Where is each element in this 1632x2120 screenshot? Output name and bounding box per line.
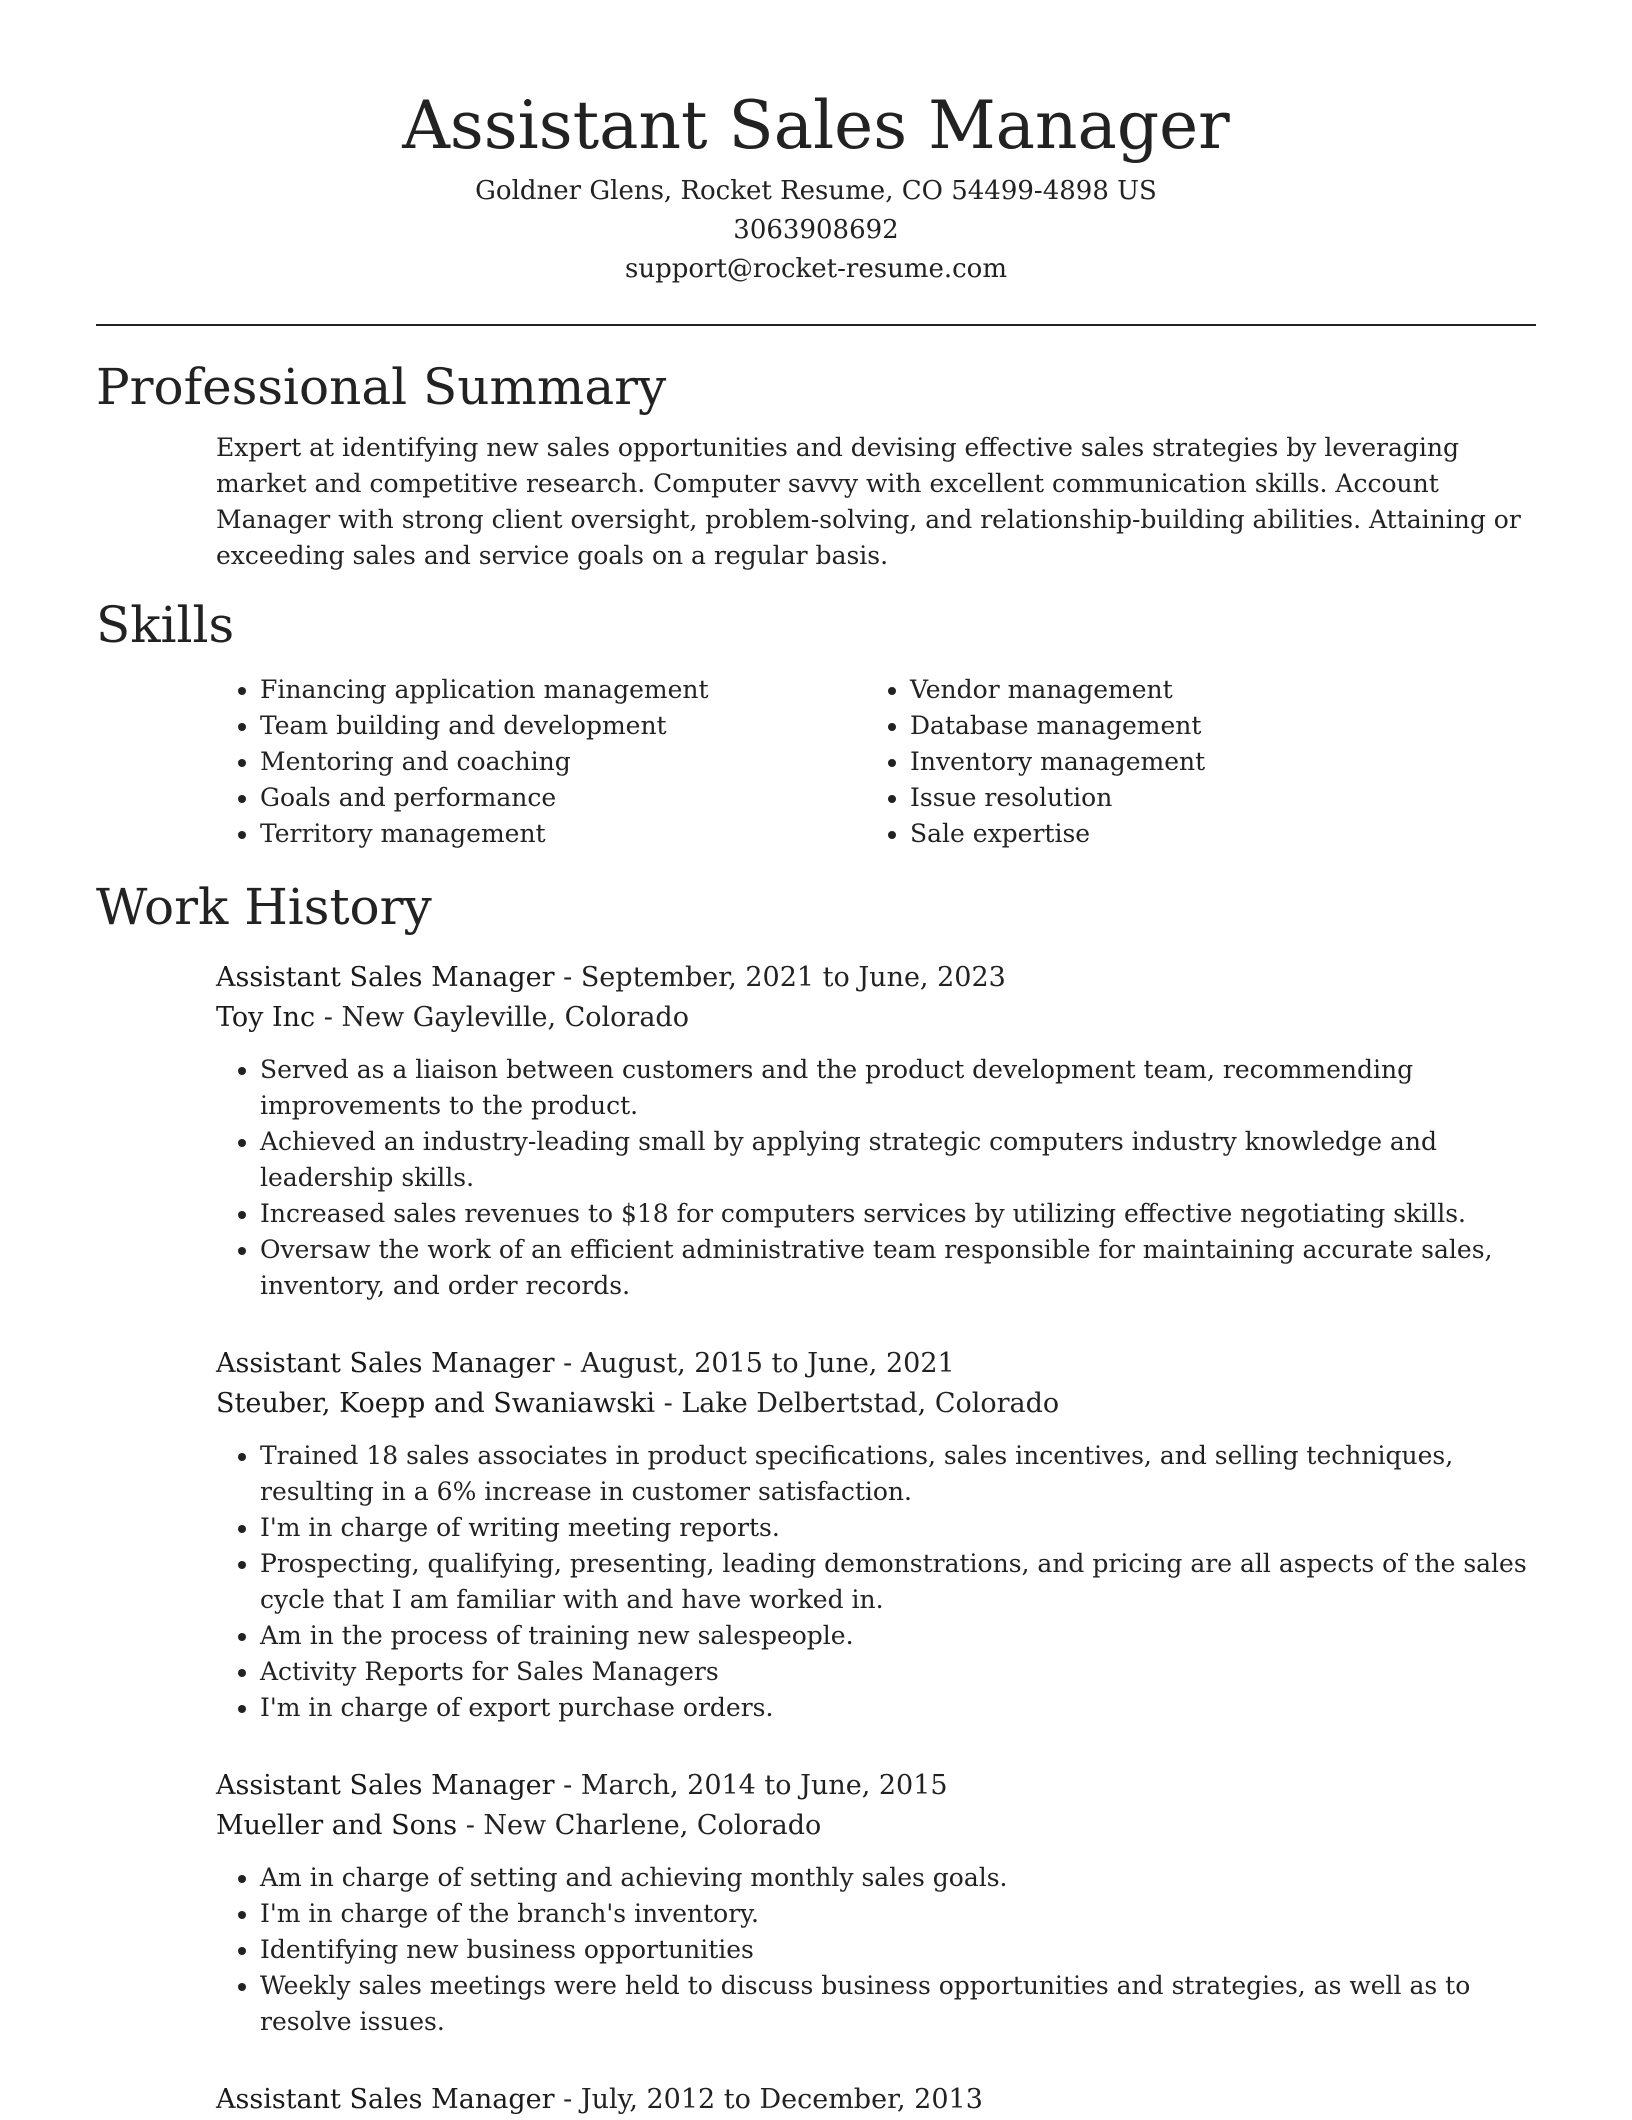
skills-grid — [216, 672, 1536, 852]
job-bullet: • Am in charge of setting and achieving monthly sales goals. — [260, 1860, 1536, 1896]
job-dates: July, 2012 to December, 2013 — [580, 2084, 983, 2115]
job-bullet: • Prospecting, qualifying, presenting, leading demonstrations, and pricing are all aspects of the sales cycle that I am familiar with and have worked in. — [260, 1546, 1536, 1618]
job-bullet: • Weekly sales meetings were held to discuss business opportunities and strategies, as well as to resolve issues. — [260, 1968, 1536, 2040]
job-dates: March, 2014 to June, 2015 — [580, 1770, 948, 1801]
job-title-line: Assistant Sales Manager - August, 2015 to June, 2021 — [216, 1348, 955, 1379]
resume-header — [96, 0, 1536, 289]
job-bullet: • Oversaw the work of an efficient administrative team responsible for maintaining accurate sales, inventory, and order records. — [260, 1232, 1536, 1304]
job-bullets — [216, 1860, 1536, 2040]
skill-item: • Financing application management — [260, 672, 866, 708]
contact-address: Goldner Glens, Rocket Resume, CO 54499-4898 US — [475, 176, 1157, 206]
job-bullet: • Trained 18 sales associates in product specifications, sales incentives, and selling techniques, resulting in a 6% increase in customer satisfaction. — [260, 1438, 1536, 1510]
header-divider — [96, 324, 1536, 326]
job-title-line: Assistant Sales Manager - September, 2021 to June, 2023 — [216, 962, 1006, 993]
job-bullet: • Am in the process of training new salespeople. — [260, 1618, 1536, 1654]
job-entry — [216, 958, 1536, 1304]
candidate-name: Assistant Sales Manager — [402, 87, 1230, 164]
contact-phone: 3063908692 — [733, 215, 899, 245]
job-company: Mueller and Sons — [216, 1810, 458, 1841]
skill-item: • Issue resolution — [910, 780, 1516, 816]
job-bullets — [216, 1052, 1536, 1304]
job-location: New Gayleville, Colorado — [341, 1002, 689, 1033]
job-bullet: • I'm in charge of the branch's inventory. — [260, 1896, 1536, 1932]
skill-item: • Goals and performance — [260, 780, 866, 816]
job-title: Assistant Sales Manager — [216, 2084, 555, 2115]
job-company-line: Toy Inc - New Gayleville, Colorado — [216, 1002, 689, 1033]
job-title-line: Assistant Sales Manager - July, 2012 to December, 2013 — [216, 2084, 983, 2115]
skill-item: • Team building and development — [260, 708, 866, 744]
job-title: Assistant Sales Manager — [216, 962, 555, 993]
skill-item: • Mentoring and coaching — [260, 744, 866, 780]
skills-right-column — [866, 672, 1516, 852]
job-location: New Charlene, Colorado — [483, 1810, 822, 1841]
job-bullets — [216, 1438, 1536, 1726]
skills-title: Skills — [96, 596, 235, 654]
skill-item: • Database management — [910, 708, 1516, 744]
job-entry — [216, 1766, 1536, 2040]
job-bullet: • Activity Reports for Sales Managers — [260, 1654, 1536, 1690]
job-bullet: • Achieved an industry-leading small by applying strategic computers industry knowledge and leadership skills. — [260, 1124, 1536, 1196]
job-entry — [216, 1344, 1536, 1726]
job-company: Toy Inc — [216, 1002, 316, 1033]
job-location: Lake Delbertstad, Colorado — [681, 1388, 1060, 1419]
job-bullet: • Identifying new business opportunities — [260, 1932, 1536, 1968]
job-bullet: • I'm in charge of writing meeting reports. — [260, 1510, 1536, 1546]
work-history-title: Work History — [96, 878, 432, 936]
skills-left-column — [216, 672, 866, 852]
contact-email: support@rocket-resume.com — [624, 254, 1007, 284]
contact-info — [96, 172, 1536, 289]
job-title-line: Assistant Sales Manager - March, 2014 to June, 2015 — [216, 1770, 948, 1801]
job-company-line: Mueller and Sons - New Charlene, Colorado — [216, 1810, 822, 1841]
summary-text: Expert at identifying new sales opportunities and devising effective sales strategies by leveraging market and competitive research. Computer savvy with excellent communication skills. Account Manager with strong client oversight, problem-solving, and relationship-building abilities. Attaining or exceeding sales and service goals on a regular basis. — [216, 433, 1521, 570]
job-company: Steuber, Koepp and Swaniawski — [216, 1388, 656, 1419]
job-title: Assistant Sales Manager — [216, 1348, 555, 1379]
summary-title: Professional Summary — [96, 358, 667, 416]
skill-item: • Vendor management — [910, 672, 1516, 708]
job-bullet: • I'm in charge of export purchase orders. — [260, 1690, 1536, 1726]
summary-section — [96, 356, 1536, 574]
job-dates: August, 2015 to June, 2021 — [580, 1348, 955, 1379]
job-bullet: • Served as a liaison between customers and the product development team, recommending improvements to the product. — [260, 1052, 1536, 1124]
skill-item: • Inventory management — [910, 744, 1516, 780]
job-title: Assistant Sales Manager — [216, 1770, 555, 1801]
job-entry — [216, 2080, 1536, 2120]
work-history-section — [96, 876, 1536, 2120]
skill-item: • Territory management — [260, 816, 866, 852]
resume-page — [96, 0, 1536, 2120]
job-dates: September, 2021 to June, 2023 — [580, 962, 1006, 993]
skill-item: • Sale expertise — [910, 816, 1516, 852]
skills-section — [96, 594, 1536, 852]
job-bullet: • Increased sales revenues to $18 for computers services by utilizing effective negotiating skills. — [260, 1196, 1536, 1232]
job-company-line: Steuber, Koepp and Swaniawski - Lake Delbertstad, Colorado — [216, 1388, 1060, 1419]
